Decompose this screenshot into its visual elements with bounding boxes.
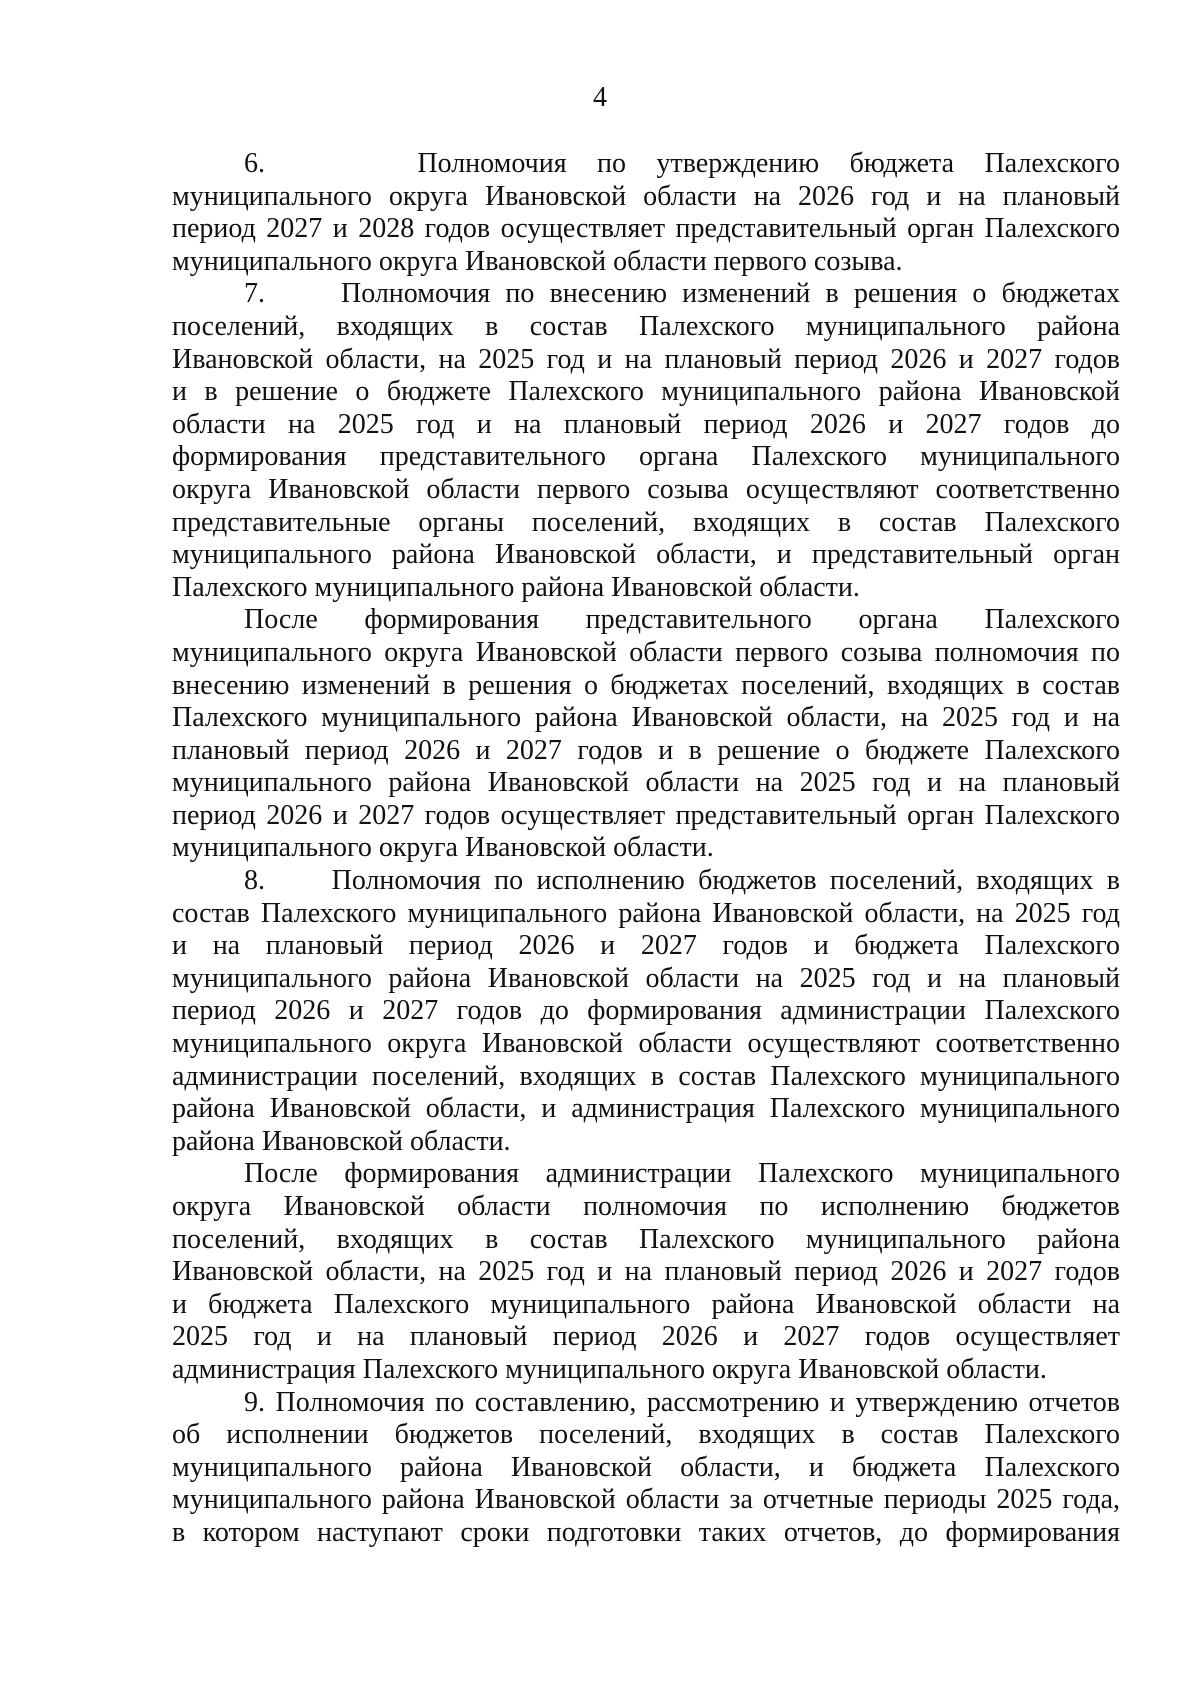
text-line: администрации поселений, входящих в состав Палехского муниципального xyxy=(172,1060,1120,1092)
text-line: формирования представительного органа Палехского муниципального xyxy=(172,441,1120,473)
text-line: период 2027 и 2028 годов осуществляет представительный орган Палехского xyxy=(172,213,1120,245)
text-line: Ивановской области, на 2025 год и на плановый период 2026 и 2027 годов xyxy=(172,1256,1120,1288)
text-line: администрация Палехского муниципального округа Ивановской области. xyxy=(172,1353,1047,1385)
text-line: 7. Полномочия по внесению изменений в решения о бюджетах xyxy=(244,278,1120,310)
text-line: муниципального района Ивановской области на 2025 год и на плановый xyxy=(172,767,1120,799)
text-line: Палехского муниципального района Ивановской области, на 2025 год и на xyxy=(172,702,1120,734)
text-line: Ивановской области, на 2025 год и на плановый период 2026 и 2027 годов xyxy=(172,343,1120,375)
text-line: 8. Полномочия по исполнению бюджетов поселений, входящих в xyxy=(244,865,1120,897)
text-line: муниципального округа Ивановской области первого созыва. xyxy=(172,245,903,277)
text-line: муниципального округа Ивановской области первого созыва полномочия по xyxy=(172,636,1120,668)
document-body xyxy=(172,148,1120,1550)
text-line: внесению изменений в решения о бюджетах поселений, входящих в состав xyxy=(172,669,1120,701)
text-line: представительные органы поселений, входящих в состав Палехского xyxy=(172,506,1120,538)
text-line: района Ивановской области. xyxy=(172,1125,511,1157)
text-line: После формирования администрации Палехского муниципального xyxy=(244,1158,1120,1190)
text-line: муниципального района Ивановской области на 2025 год и на плановый xyxy=(172,962,1120,994)
text-line: плановый период 2026 и 2027 годов и в решение о бюджете Палехского xyxy=(172,734,1120,766)
text-line: муниципального округа Ивановской области. xyxy=(172,832,714,864)
page-number: 4 xyxy=(593,82,607,113)
text-line: период 2026 и 2027 годов до формирования администрации Палехского xyxy=(172,995,1120,1027)
text-line: в котором наступают сроки подготовки таких отчетов, до формирования xyxy=(172,1516,1120,1548)
text-line: поселений, входящих в состав Палехского муниципального района xyxy=(172,1223,1120,1255)
text-line: округа Ивановской области первого созыва осуществляют соответственно xyxy=(172,473,1120,505)
text-line: После формирования представительного органа Палехского xyxy=(244,604,1120,636)
text-line: муниципального округа Ивановской области на 2026 год и на плановый xyxy=(172,180,1120,212)
text-line: 2025 год и на плановый период 2026 и 2027 годов осуществляет xyxy=(172,1321,1120,1353)
text-line: и на плановый период 2026 и 2027 годов и бюджета Палехского xyxy=(172,930,1120,962)
paragraph-9 xyxy=(172,1387,1120,1550)
text-line: муниципального района Ивановской области, и бюджета Палехского xyxy=(172,1451,1120,1483)
text-line: 6. Полномочия по утверждению бюджета Палехского xyxy=(244,148,1120,179)
text-line: и в решение о бюджете Палехского муниципального района Ивановской xyxy=(172,376,1120,408)
text-line: состав Палехского муниципального района Ивановской области, на 2025 год xyxy=(172,897,1120,929)
text-line: муниципального района Ивановской области, и представительный орган xyxy=(172,539,1120,571)
paragraph-7-continued xyxy=(172,604,1120,865)
text-line: муниципального округа Ивановской области осуществляют соответственно xyxy=(172,1028,1120,1060)
text-line: и бюджета Палехского муниципального района Ивановской области на xyxy=(172,1288,1120,1320)
text-line: поселений, входящих в состав Палехского муниципального района xyxy=(172,310,1120,342)
text-line: области на 2025 год и на плановый период 2026 и 2027 годов до xyxy=(172,408,1120,440)
paragraph-6 xyxy=(172,148,1120,278)
paragraph-8-continued xyxy=(172,1158,1120,1386)
text-line: муниципального района Ивановской области за отчетные периоды 2025 года, xyxy=(172,1484,1120,1516)
text-line: района Ивановской области, и администрация Палехского муниципального xyxy=(172,1093,1120,1125)
paragraph-8 xyxy=(172,865,1120,1158)
text-line: период 2026 и 2027 годов осуществляет представительный орган Палехского xyxy=(172,799,1120,831)
text-line: 9. Полномочия по составлению, рассмотрению и утверждению отчетов xyxy=(244,1386,1120,1418)
text-line: об исполнении бюджетов поселений, входящих в состав Палехского xyxy=(172,1419,1120,1451)
paragraph-7 xyxy=(172,278,1120,604)
text-line: округа Ивановской области полномочия по исполнению бюджетов xyxy=(172,1191,1120,1222)
text-line: Палехского муниципального района Ивановской области. xyxy=(172,571,860,603)
